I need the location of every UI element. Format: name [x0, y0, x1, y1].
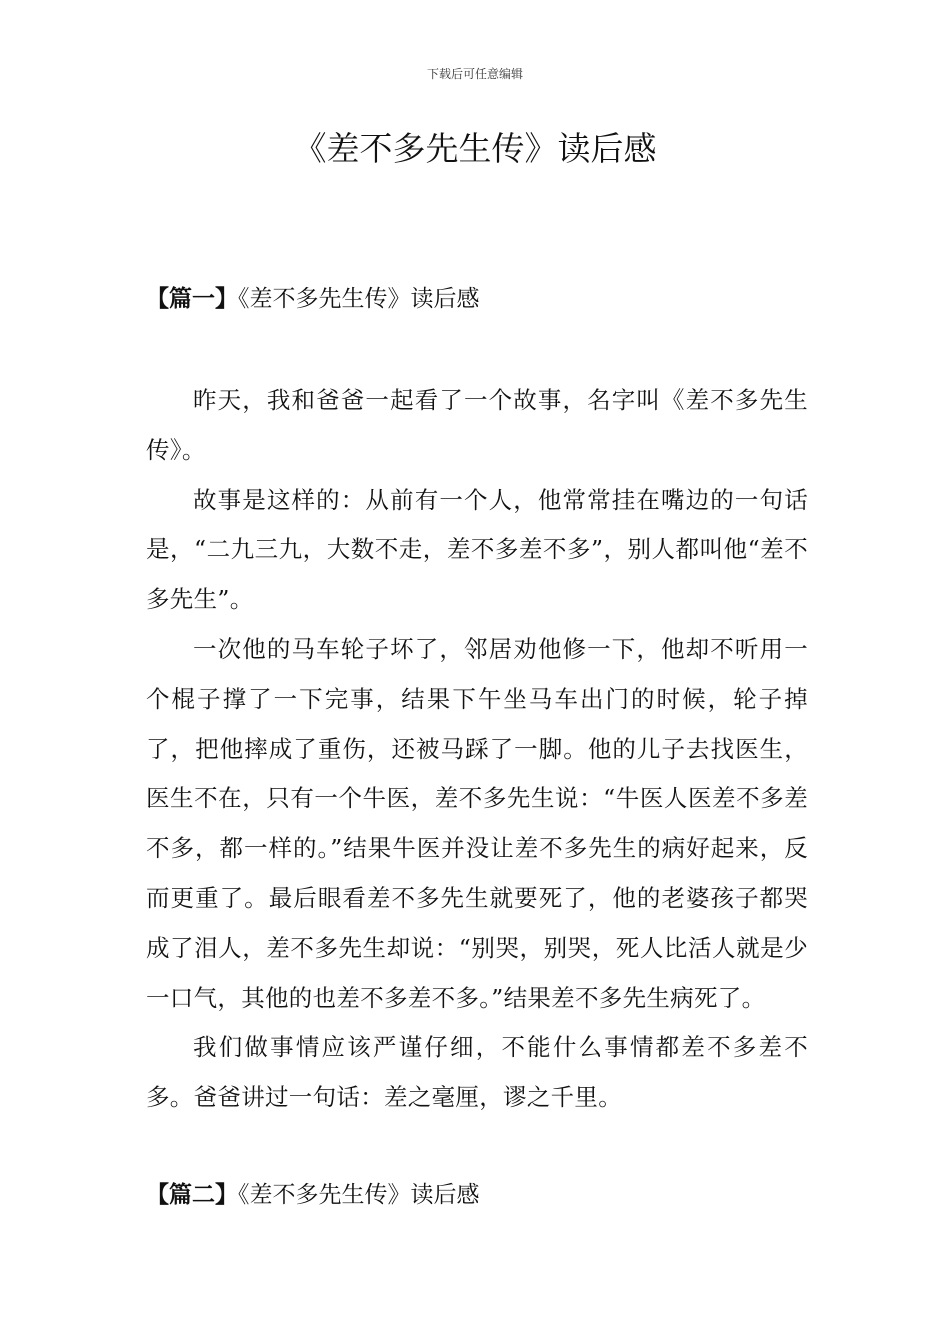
document-title: 《差不多先生传》读后感	[293, 129, 657, 168]
paragraph-1: 昨天，我和爸爸一起看了一个故事，名字叫《差不多先生传》。	[146, 386, 808, 464]
article-body	[146, 376, 808, 1123]
section-2-title: 《差不多先生传》读后感	[238, 1182, 480, 1208]
section-heading-2	[146, 1180, 480, 1210]
page-header-note: 下载后可任意编辑	[426, 67, 523, 81]
section-heading-1	[146, 284, 480, 314]
paragraph-2: 故事是这样的：从前有一个人，他常常挂在嘴边的一句话是，“二九三九，大数不走，差不多差不多”，别人都叫他“差不多先生”。	[146, 485, 808, 614]
section-2-label: 【篇二】	[146, 1181, 238, 1208]
section-1-title: 《差不多先生传》读后感	[238, 286, 480, 312]
paragraph-4: 我们做事情应该严谨仔细，不能什么事情都差不多差不多。爸爸讲过一句话：差之毫厘，谬之千里。	[146, 1033, 808, 1112]
section-1-label: 【篇一】	[146, 285, 238, 312]
paragraph-3: 一次他的马车轮子坏了，邻居劝他修一下，他却不听用一个棍子撑了一下完事，结果下午坐马车出门的时候，轮子掉了，把他摔成了重伤，还被马踩了一脚。他的儿子去找医生，医生不在，只有一个牛医，差不多先生说：“牛医人医差不多差不多，都一样的。”结果牛医并没让差不多先生的病好起来，反而更重了。最后眼看差不多先生就要死了，他的老婆孩子都哭成了泪人，差不多先生却说：“别哭，别哭，死人比活人就是少一口气，其他的也差不多差不多。”结果差不多先生病死了。	[146, 634, 808, 1012]
